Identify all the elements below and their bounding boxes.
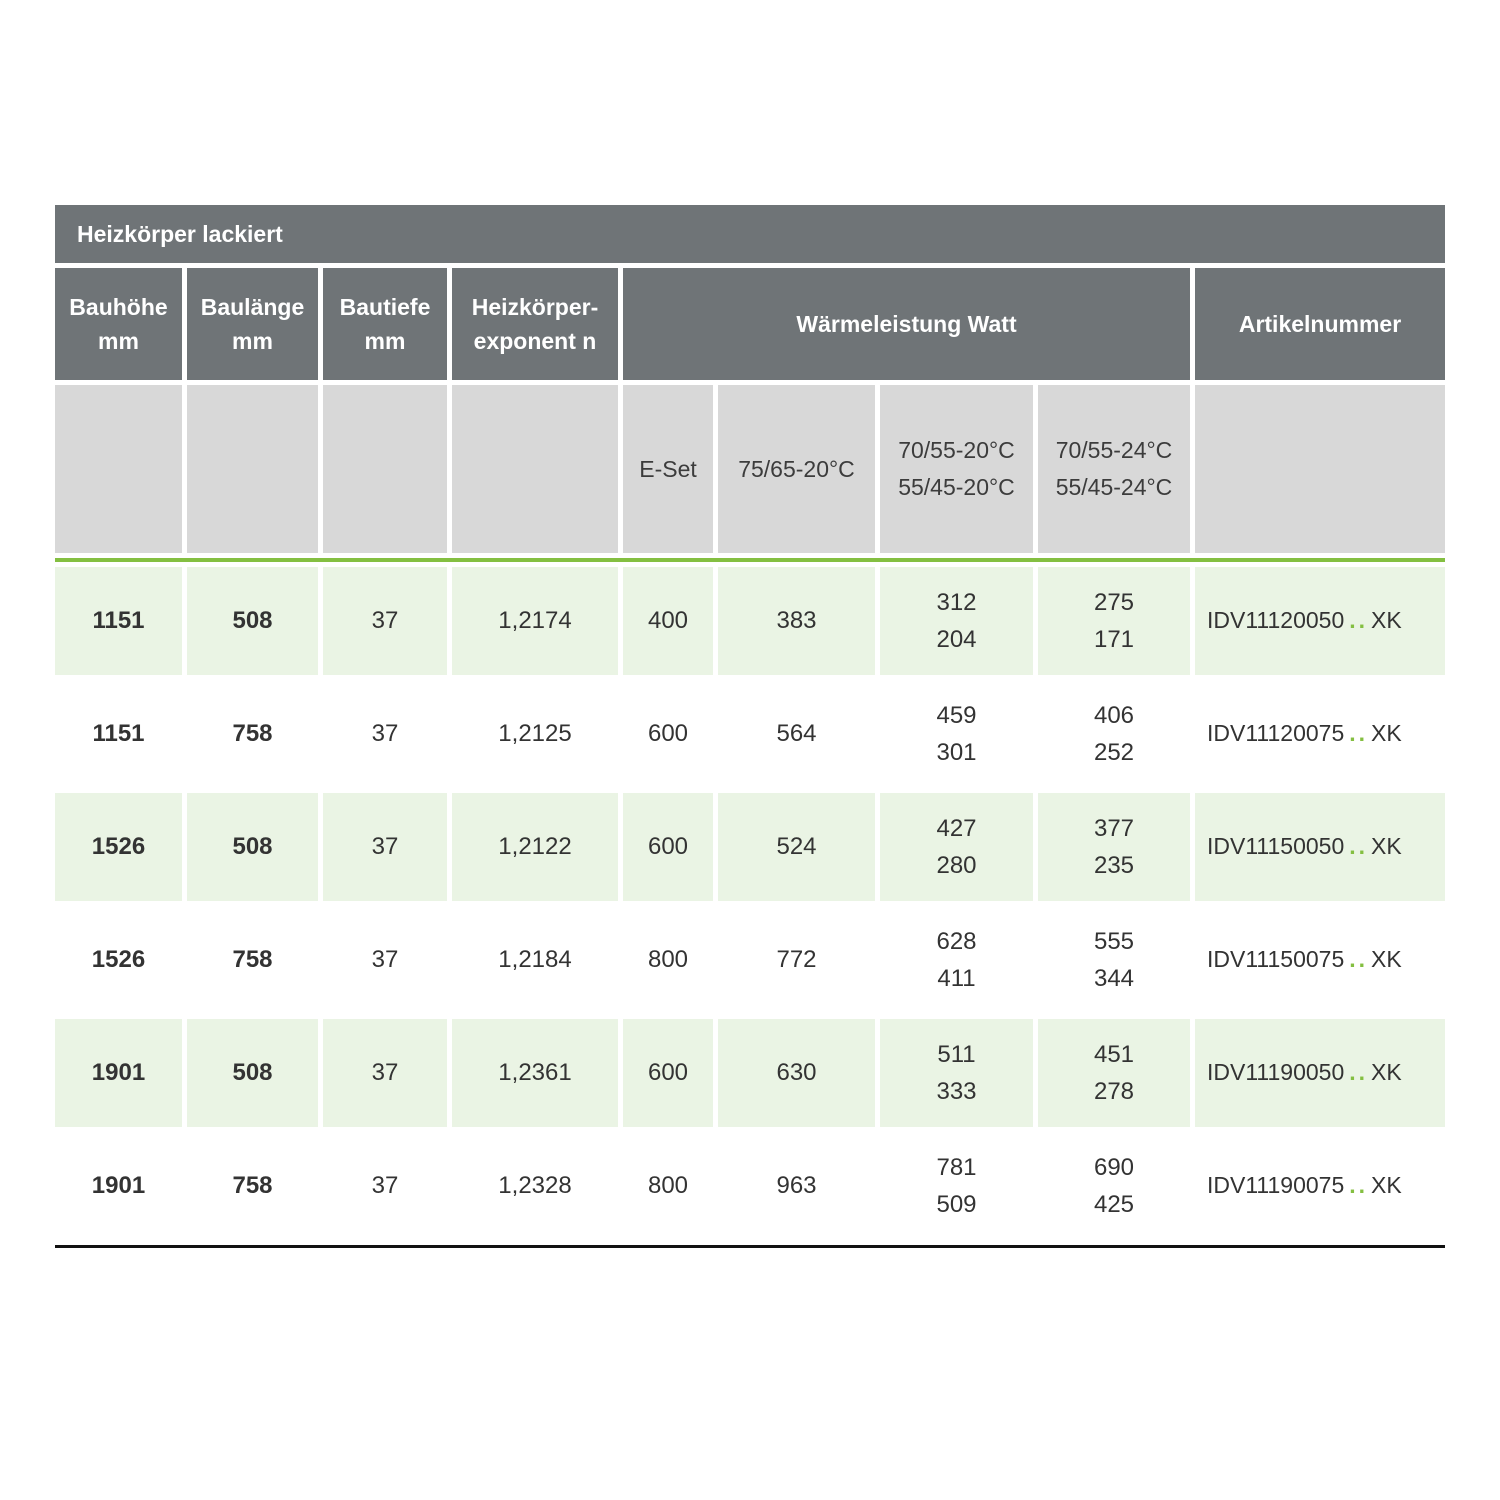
cell-bautiefe: 37 — [323, 1132, 447, 1240]
artikel-prefix: IDV11190050 — [1207, 1059, 1345, 1086]
cell-watt-7565: 524 — [718, 793, 875, 901]
cell-artikelnummer — [1195, 793, 1445, 901]
watt-value: 555 — [1093, 927, 1135, 955]
cell-exponent: 1,2361 — [452, 1019, 618, 1127]
cell-watt-7565: 630 — [718, 1019, 875, 1127]
watt-value: 459 — [936, 701, 977, 729]
header-divider — [55, 558, 1445, 562]
cell-watt-7565: 772 — [718, 906, 875, 1014]
cell-baulaenge: 758 — [187, 906, 318, 1014]
cell-watt-7565: 564 — [718, 680, 875, 788]
cell-eset: 600 — [623, 793, 713, 901]
cell-watt-7565: 383 — [718, 567, 875, 675]
watt-value: 333 — [936, 1078, 977, 1105]
watt-value: 252 — [1093, 739, 1135, 766]
cell-watt-7055-24 — [1038, 1019, 1190, 1127]
cell-watt-7055-24 — [1038, 680, 1190, 788]
watt-value: 451 — [1093, 1040, 1135, 1068]
artikel-dots: .. — [1349, 720, 1369, 747]
watt-value: 280 — [936, 852, 977, 879]
watt-value: 344 — [1093, 965, 1135, 992]
artikel-suffix: XK — [1371, 720, 1402, 747]
cell-bautiefe: 37 — [323, 906, 447, 1014]
subcol-7055-20 — [880, 385, 1033, 553]
cell-bauhoehe: 1526 — [55, 906, 182, 1014]
cell-exponent: 1,2125 — [452, 680, 618, 788]
artikel-prefix: IDV11120075 — [1207, 720, 1345, 747]
artikel-dots: .. — [1349, 946, 1369, 973]
cell-exponent: 1,2184 — [452, 906, 618, 1014]
cell-watt-7055-24 — [1038, 567, 1190, 675]
cell-eset: 800 — [623, 1132, 713, 1240]
watt-value: 425 — [1093, 1191, 1135, 1218]
watt-value: 235 — [1093, 852, 1135, 879]
subheader-spacer-baulaenge — [187, 385, 318, 553]
subheader-spacer-bauhoehe — [55, 385, 182, 553]
artikel-suffix: XK — [1371, 833, 1402, 860]
cell-bauhoehe: 1151 — [55, 567, 182, 675]
col-header-line: Baulänge — [200, 293, 305, 320]
cell-watt-7055-20 — [880, 793, 1033, 901]
watt-value: 411 — [937, 965, 976, 992]
cell-exponent: 1,2174 — [452, 567, 618, 675]
subcol-line: 70/55-20°C — [898, 437, 1015, 464]
cell-bautiefe: 37 — [323, 680, 447, 788]
cell-bautiefe: 37 — [323, 1019, 447, 1127]
watt-value: 406 — [1093, 701, 1135, 729]
watt-value: 301 — [936, 739, 977, 766]
cell-watt-7055-20 — [880, 1132, 1033, 1240]
artikel-dots: .. — [1349, 607, 1369, 634]
subcol-line: 75/65-20°C — [738, 455, 855, 482]
watt-value: 511 — [937, 1040, 976, 1068]
artikel-dots: .. — [1349, 1059, 1369, 1086]
subheader-spacer-exponent — [452, 385, 618, 553]
col-header-unit: mm — [364, 328, 406, 354]
watt-value: 204 — [936, 626, 977, 653]
cell-bautiefe: 37 — [323, 567, 447, 675]
col-header-artikelnummer: Artikelnummer — [1195, 268, 1445, 380]
cell-watt-7055-20 — [880, 906, 1033, 1014]
col-header-line: Heizkörper- — [471, 293, 599, 320]
watt-value: 509 — [936, 1191, 977, 1218]
col-header-bautiefe — [323, 268, 447, 380]
cell-bauhoehe: 1526 — [55, 793, 182, 901]
cell-eset: 400 — [623, 567, 713, 675]
cell-watt-7565: 963 — [718, 1132, 875, 1240]
watt-value: 781 — [936, 1153, 977, 1181]
cell-bauhoehe: 1151 — [55, 680, 182, 788]
table-bottom-border — [55, 1245, 1445, 1248]
artikel-dots: .. — [1349, 1172, 1369, 1199]
artikel-suffix: XK — [1371, 1172, 1402, 1199]
artikel-suffix: XK — [1371, 1059, 1402, 1086]
artikel-prefix: IDV11150050 — [1207, 833, 1345, 860]
subcol-line: 70/55-24°C — [1055, 437, 1173, 464]
col-header-bauhoehe — [55, 268, 182, 380]
subheader-spacer-bautiefe — [323, 385, 447, 553]
cell-bautiefe: 37 — [323, 793, 447, 901]
cell-exponent: 1,2328 — [452, 1132, 618, 1240]
watt-value: 312 — [936, 588, 977, 616]
watt-value: 690 — [1093, 1153, 1135, 1181]
cell-eset: 800 — [623, 906, 713, 1014]
col-header-line: Bauhöhe — [69, 293, 168, 320]
cell-bauhoehe: 1901 — [55, 1132, 182, 1240]
table-title: Heizkörper lackiert — [55, 205, 1445, 263]
artikel-suffix: XK — [1371, 607, 1402, 634]
cell-artikelnummer — [1195, 906, 1445, 1014]
cell-artikelnummer — [1195, 567, 1445, 675]
artikel-prefix: IDV11120050 — [1207, 607, 1345, 634]
subcol-7055-24 — [1038, 385, 1190, 553]
subcol-line: E-Set — [639, 455, 697, 482]
cell-eset: 600 — [623, 680, 713, 788]
heizkoerper-spec-table — [55, 205, 1445, 1248]
cell-watt-7055-24 — [1038, 1132, 1190, 1240]
cell-baulaenge: 508 — [187, 567, 318, 675]
col-header-baulaenge — [187, 268, 318, 380]
subcol-eset — [623, 385, 713, 553]
col-header-line: Bautiefe — [339, 293, 431, 320]
cell-eset: 600 — [623, 1019, 713, 1127]
col-header-line: exponent n — [473, 328, 597, 354]
cell-baulaenge: 758 — [187, 680, 318, 788]
artikel-suffix: XK — [1371, 946, 1402, 973]
cell-bauhoehe: 1901 — [55, 1019, 182, 1127]
cell-watt-7055-24 — [1038, 793, 1190, 901]
col-header-exponent — [452, 268, 618, 380]
col-header-unit: mm — [232, 328, 273, 354]
cell-baulaenge: 508 — [187, 793, 318, 901]
subcol-line: 55/45-20°C — [898, 474, 1015, 500]
artikel-prefix: IDV11150075 — [1207, 946, 1345, 973]
cell-watt-7055-24 — [1038, 906, 1190, 1014]
watt-value: 628 — [936, 927, 977, 955]
artikel-dots: .. — [1349, 833, 1369, 860]
cell-baulaenge: 758 — [187, 1132, 318, 1240]
cell-artikelnummer — [1195, 1132, 1445, 1240]
artikel-prefix: IDV11190075 — [1207, 1172, 1345, 1199]
watt-value: 427 — [936, 814, 977, 842]
col-header-waermeleistung: Wärmeleistung Watt — [623, 268, 1190, 380]
watt-value: 278 — [1093, 1078, 1135, 1105]
watt-value: 377 — [1093, 814, 1135, 842]
cell-artikelnummer — [1195, 680, 1445, 788]
cell-baulaenge: 508 — [187, 1019, 318, 1127]
subcol-line: 55/45-24°C — [1055, 474, 1173, 500]
watt-value: 275 — [1093, 588, 1135, 616]
cell-watt-7055-20 — [880, 680, 1033, 788]
col-header-unit: mm — [98, 328, 139, 354]
cell-watt-7055-20 — [880, 1019, 1033, 1127]
cell-artikelnummer — [1195, 1019, 1445, 1127]
subheader-spacer-artikelnummer — [1195, 385, 1445, 553]
subcol-7565-20 — [718, 385, 875, 553]
cell-watt-7055-20 — [880, 567, 1033, 675]
watt-value: 171 — [1093, 626, 1135, 653]
cell-exponent: 1,2122 — [452, 793, 618, 901]
